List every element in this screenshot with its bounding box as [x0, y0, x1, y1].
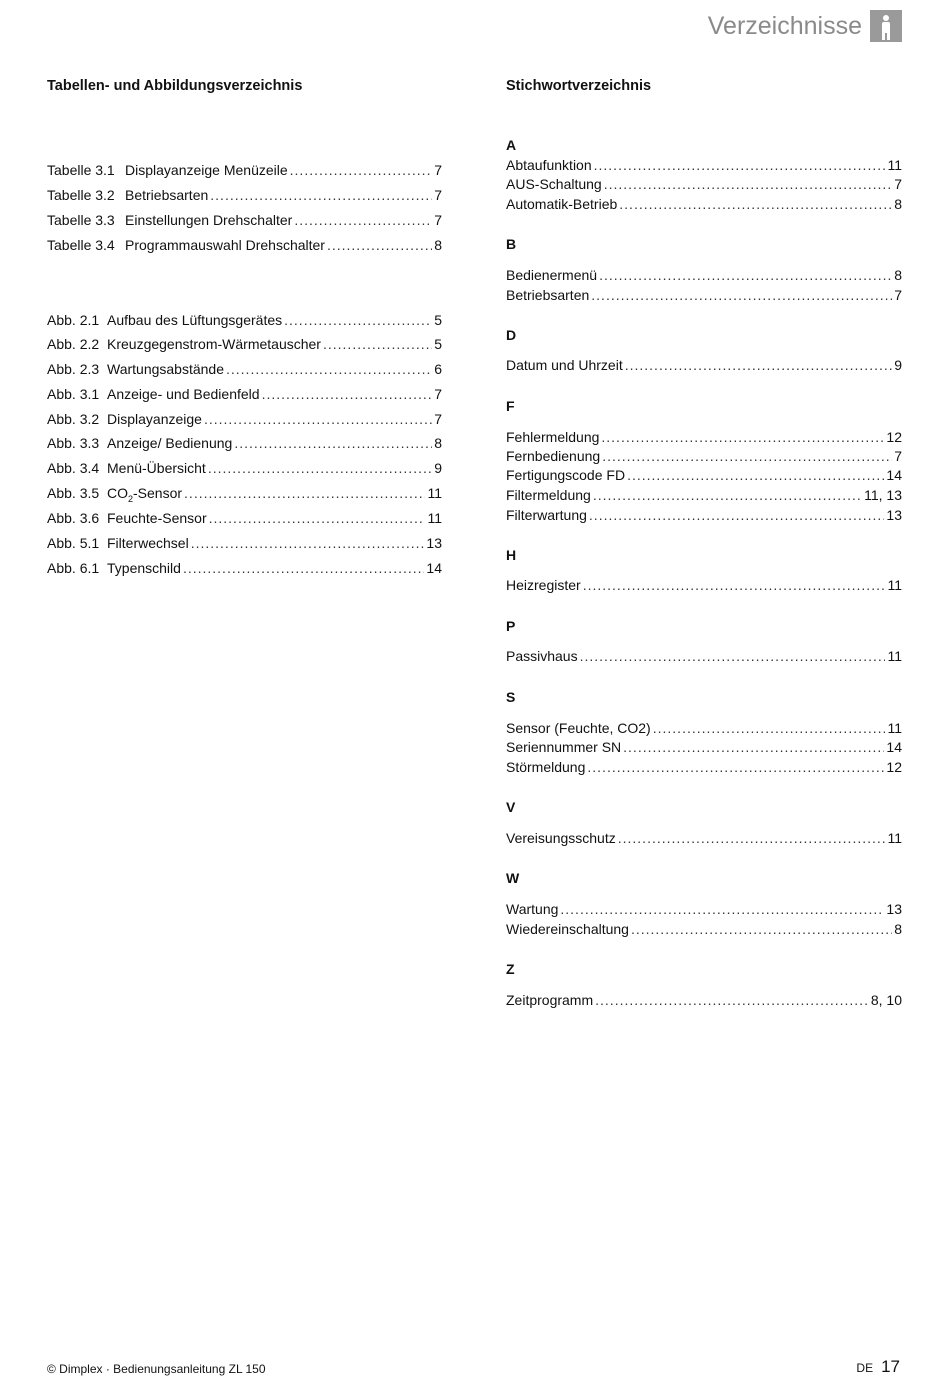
index-letter: V [506, 799, 516, 815]
index-entry: Störmeldung ..... 12 [506, 758, 902, 776]
index-entry: Filterwartung ..... 13 [506, 506, 902, 524]
index-entry: Wiedereinschaltung ..... 8 [506, 920, 902, 938]
figure-entry: Abb. 2.1 Aufbau des Lüftungsgerätes ..... 5 [47, 311, 442, 329]
index-entry: Fernbedienung ..... 7 [506, 447, 902, 465]
index-letter: P [506, 618, 516, 634]
index-entry: Vereisungsschutz ..... 11 [506, 829, 902, 847]
index-letter: B [506, 236, 517, 252]
index-entry: Fehlermeldung ..... 12 [506, 428, 902, 446]
figure-entry: Abb. 6.1 Typenschild ..... 14 [47, 559, 442, 577]
index-letter: W [506, 870, 520, 886]
tables-figures-title: Tabellen- und Abbildungsverzeichnis [47, 78, 303, 94]
index-entry: Heizregister ..... 11 [506, 576, 902, 594]
figure-entry: Abb. 3.2 Displayanzeige ..... 7 [47, 410, 442, 428]
person-icon [870, 10, 902, 42]
index-entry: Abtaufunktion ..... 11 [506, 156, 902, 174]
figure-entry: Abb. 3.4 Menü-Übersicht ..... 9 [47, 459, 442, 477]
index-entry: AUS-Schaltung ..... 7 [506, 175, 902, 193]
table-entry: Tabelle 3.3 Einstellungen Drehschalter ..... 7 [47, 211, 442, 229]
index-entry: Betriebsarten ..... 7 [506, 286, 902, 304]
index-letter: A [506, 137, 517, 153]
index-letter: F [506, 398, 515, 414]
index-entry: Wartung ..... 13 [506, 900, 902, 918]
table-entry: Tabelle 3.2 Betriebsarten ..... 7 [47, 186, 442, 204]
figure-entry: Abb. 5.1 Filterwechsel ..... 13 [47, 534, 442, 552]
index-letter: Z [506, 961, 515, 977]
keyword-index-title: Stichwortverzeichnis [506, 78, 652, 94]
index-letter: D [506, 327, 517, 343]
index-entry: Zeitprogramm ..... 8, 10 [506, 991, 902, 1009]
figure-entry: Abb. 3.3 Anzeige/ Bedienung ..... 8 [47, 434, 442, 452]
figure-entry: Abb. 2.3 Wartungsabstände ..... 6 [47, 360, 442, 378]
page-header [708, 10, 902, 42]
figure-entry: Abb. 3.6 Feuchte-Sensor ..... 11 [47, 509, 442, 527]
index-entry: Datum und Uhrzeit ..... 9 [506, 356, 902, 374]
index-entry: Filtermeldung ..... 11, 13 [506, 486, 902, 504]
table-entry: Tabelle 3.4 Programmauswahl Drehschalter ..... 8 [47, 236, 442, 254]
index-letter: S [506, 689, 516, 705]
index-letter: H [506, 547, 517, 563]
figure-entry: Abb. 3.5 $CO_2$-Sensor ..... 11 [47, 484, 442, 502]
footer-page-info [856, 1357, 900, 1377]
table-entry: Tabelle 3.1 Displayanzeige Menüzeile ..... 7 [47, 161, 442, 179]
header-title: Verzeichnisse [707, 12, 862, 40]
footer-copyright: © Dimplex · Bedienungsanleitung ZL 150 [47, 1362, 266, 1376]
index-entry: Automatik-Betrieb ..... 8 [506, 195, 902, 213]
index-entry: Sensor (Feuchte, CO2) ..... 11 [506, 719, 902, 737]
index-entry: Fertigungscode FD ..... 14 [506, 466, 902, 484]
index-entry: Seriennummer SN ..... 14 [506, 738, 902, 756]
index-entry: Passivhaus ..... 11 [506, 647, 902, 665]
figure-entry: Abb. 2.2 Kreuzgegenstrom-Wärmetauscher ..... 5 [47, 335, 442, 353]
index-entry: Bedienermenü ..... 8 [506, 266, 902, 284]
footer-page-number: 17 [881, 1357, 900, 1376]
footer-language: DE [856, 1361, 874, 1375]
figure-entry: Abb. 3.1 Anzeige- und Bedienfeld ..... 7 [47, 385, 442, 403]
